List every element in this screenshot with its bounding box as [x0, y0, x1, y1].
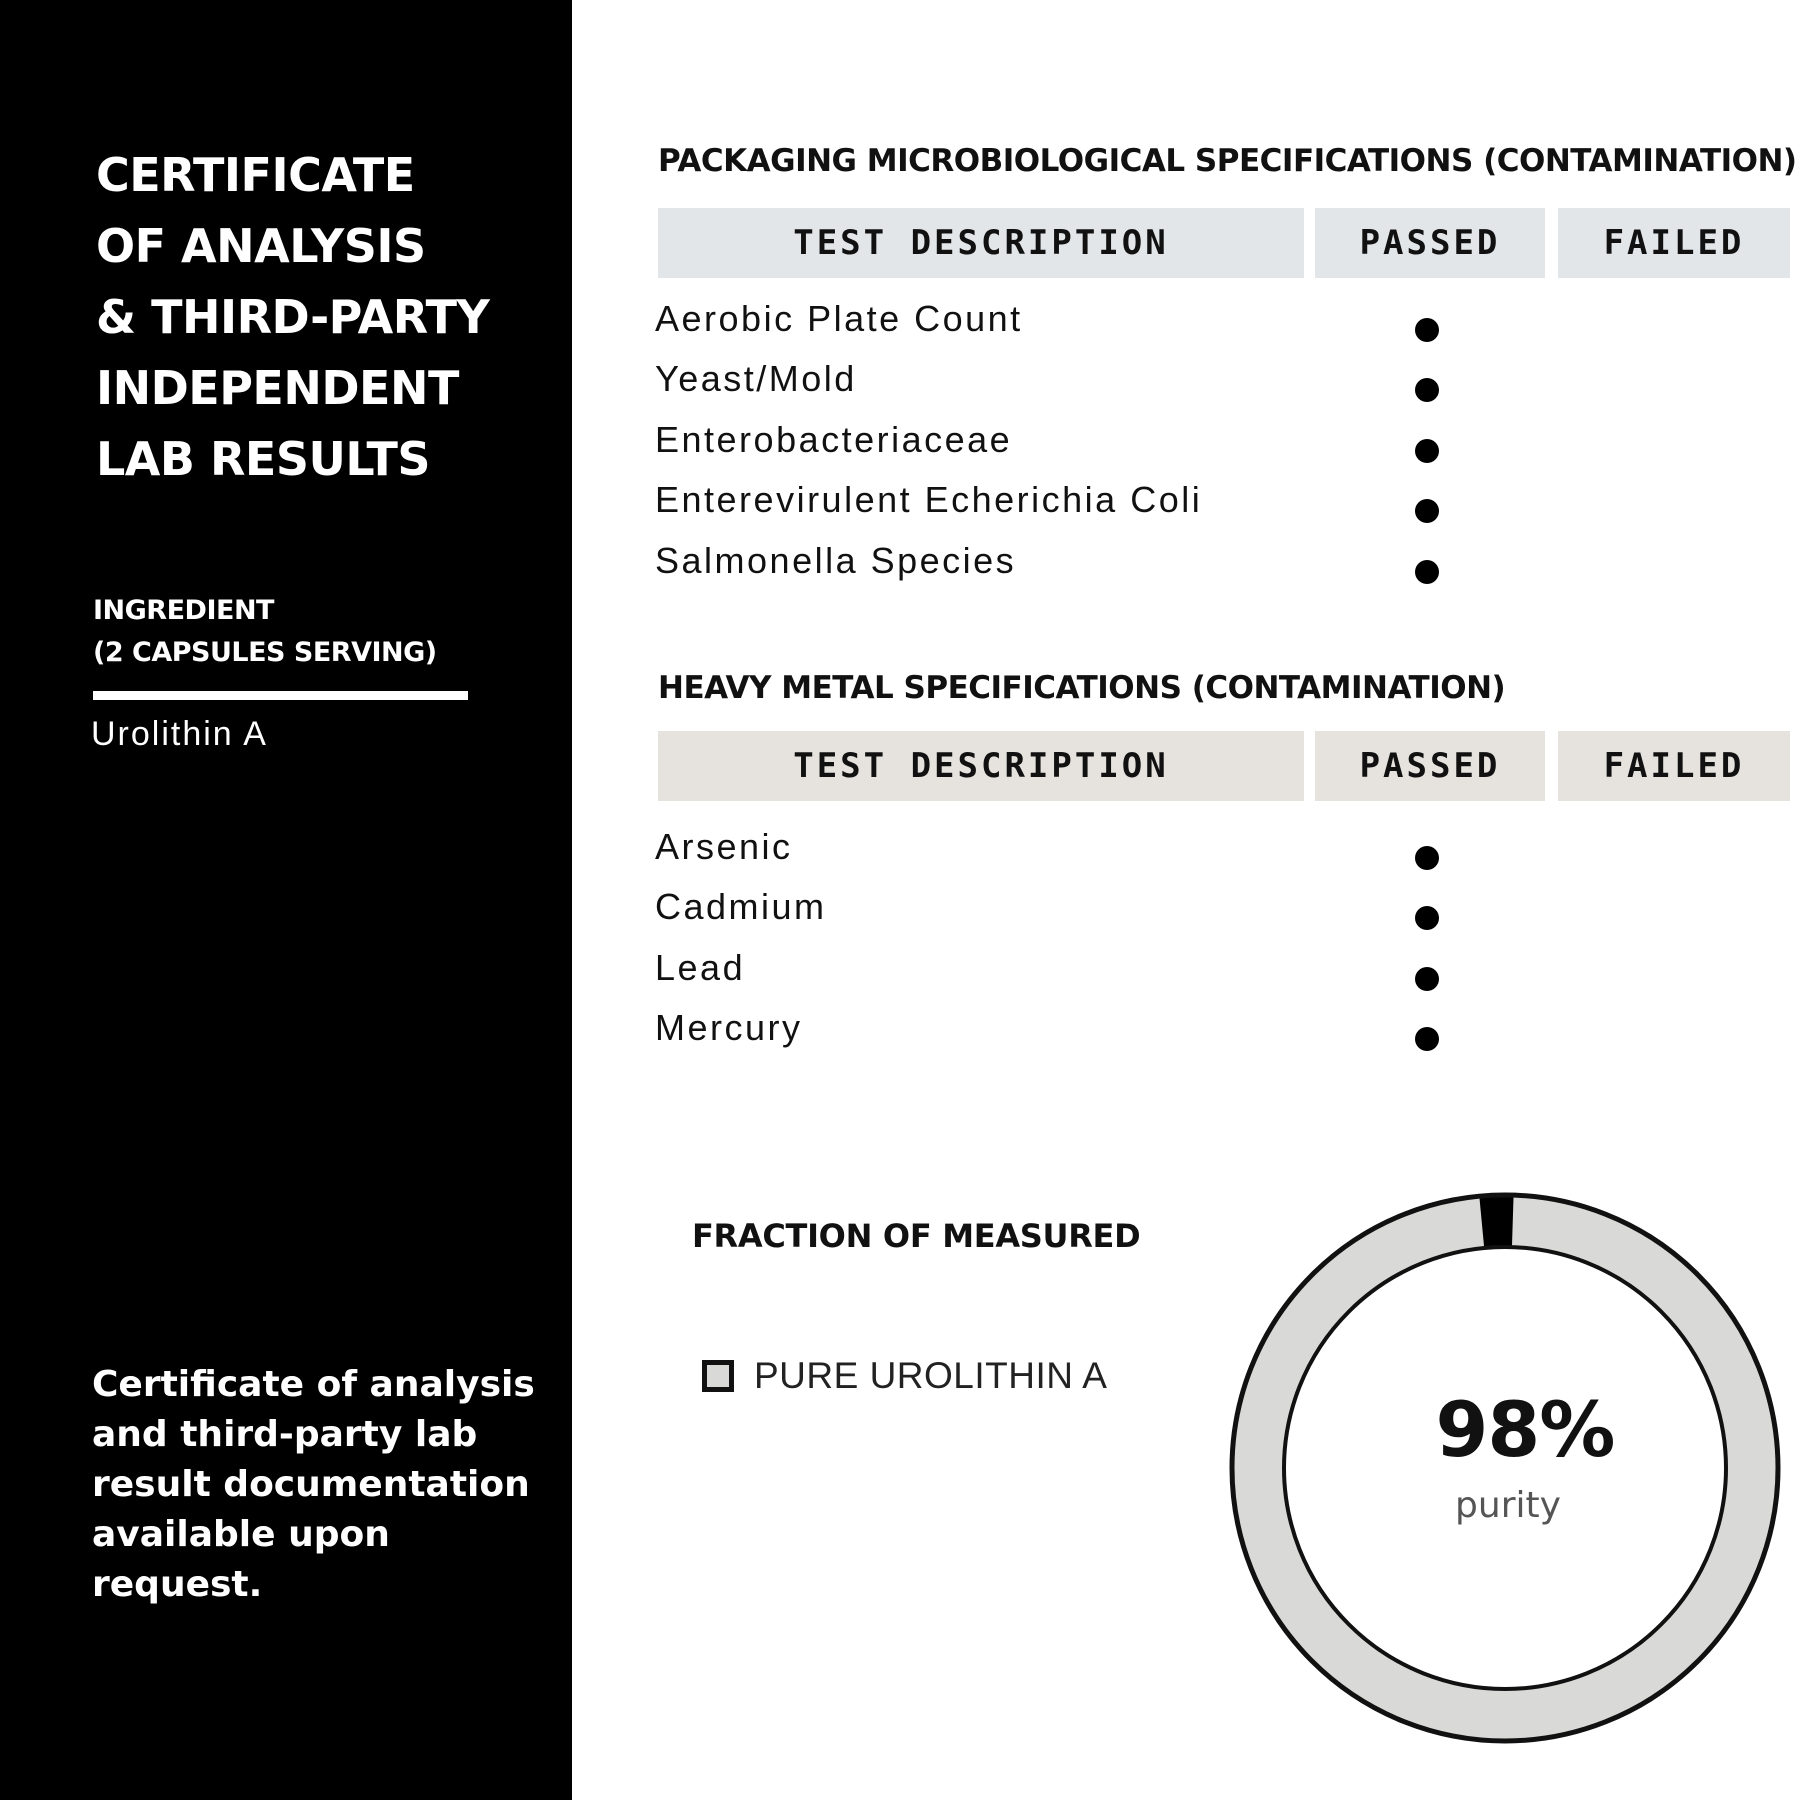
test-label: Mercury [655, 1007, 803, 1049]
filled-circle-icon [1415, 906, 1439, 930]
divider [93, 691, 468, 700]
ingredient-heading-line: (2 CAPSULES SERVING) [93, 637, 437, 668]
test-label: Cadmium [655, 886, 827, 928]
title-line: INDEPENDENT [96, 361, 459, 415]
sidebar [0, 0, 572, 1800]
note-line: Certificate of analysis [92, 1364, 535, 1405]
test-label: Arsenic [655, 826, 793, 867]
chart-legend [702, 1355, 1107, 1397]
title-line: & THIRD-PARTY [96, 290, 490, 344]
purity-label: purity [1455, 1485, 1561, 1526]
header-failed: FAILED [1558, 731, 1790, 801]
note-line: available upon [92, 1514, 390, 1555]
table-row [655, 358, 1785, 418]
micro-section-title: PACKAGING MICROBIOLOGICAL SPECIFICATIONS (CONTAMINATION) [658, 143, 1797, 179]
square-swatch-icon [702, 1360, 734, 1392]
header-passed: PASSED [1315, 731, 1545, 801]
legend-label: PURE UROLITHIN A [754, 1355, 1108, 1396]
ingredient-heading [93, 590, 437, 674]
page-title [96, 140, 489, 495]
micro-results-list [655, 298, 1785, 600]
filled-circle-icon [1415, 439, 1439, 463]
header-failed: FAILED [1558, 208, 1790, 278]
test-label: Enterobacteriaceae [655, 418, 1013, 460]
table-row [655, 479, 1785, 539]
micro-table-header [658, 208, 1790, 278]
note-line: request. [92, 1564, 263, 1605]
test-label: Salmonella Species [655, 539, 1017, 581]
table-row [655, 298, 1785, 358]
filled-circle-icon [1415, 560, 1439, 584]
filled-circle-icon [1415, 378, 1439, 402]
table-row [655, 419, 1785, 479]
metal-table-header [658, 731, 1790, 801]
note-line: result documentation [92, 1464, 530, 1505]
donut-other-segment [1482, 1221, 1513, 1222]
table-row [655, 1007, 1785, 1067]
filled-circle-icon [1415, 318, 1439, 342]
header-test-description: TEST DESCRIPTION [658, 208, 1304, 278]
metal-section-title: HEAVY METAL SPECIFICATIONS (CONTAMINATION) [658, 670, 1506, 706]
header-test-description: TEST DESCRIPTION [658, 731, 1304, 801]
title-line: LAB RESULTS [96, 432, 431, 486]
title-line: CERTIFICATE [96, 148, 415, 202]
header-passed: PASSED [1315, 208, 1545, 278]
filled-circle-icon [1415, 846, 1439, 870]
availability-note [92, 1360, 535, 1610]
fraction-title: FRACTION OF MEASURED [692, 1217, 1141, 1255]
table-row [655, 947, 1785, 1007]
metal-results-list [655, 826, 1785, 1068]
filled-circle-icon [1415, 499, 1439, 523]
ingredient-value: Urolithin A [91, 715, 268, 753]
test-label: Enterevirulent Echerichia Coli [655, 479, 1203, 521]
table-row [655, 826, 1785, 886]
test-label: Aerobic Plate Count [655, 298, 1023, 339]
ingredient-heading-line: INGREDIENT [93, 595, 274, 626]
purity-value: 98% [1435, 1385, 1615, 1474]
filled-circle-icon [1415, 967, 1439, 991]
note-line: and third-party lab [92, 1414, 478, 1455]
filled-circle-icon [1415, 1027, 1439, 1051]
table-row [655, 540, 1785, 600]
test-label: Yeast/Mold [655, 358, 857, 400]
test-label: Lead [655, 946, 746, 988]
title-line: OF ANALYSIS [96, 219, 426, 273]
table-row [655, 886, 1785, 946]
